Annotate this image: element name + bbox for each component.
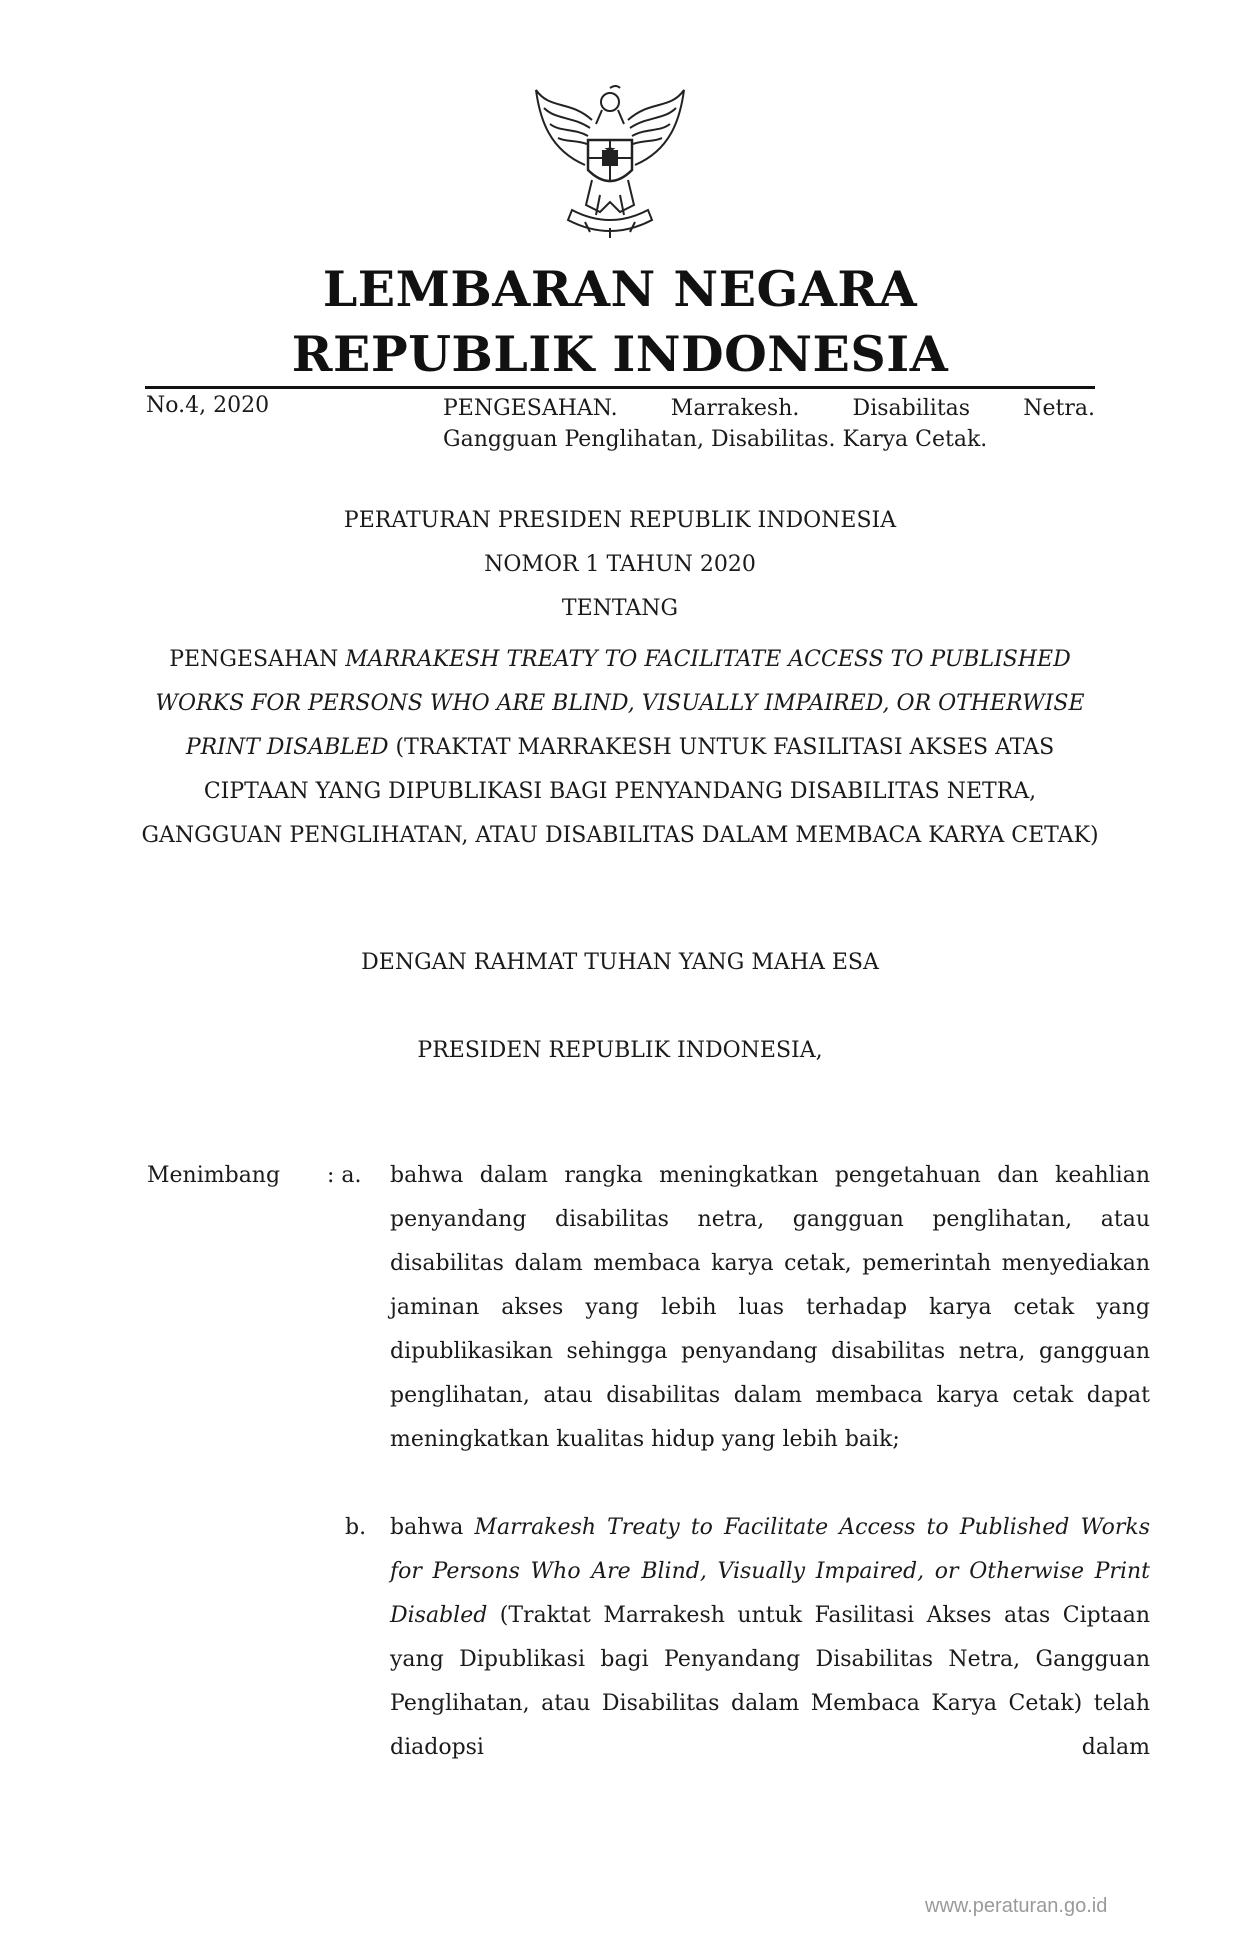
title-prefix: PENGESAHAN (169, 647, 346, 672)
item-b-rest: (Traktat Marrakesh untuk Fasilitasi Akses atas Ciptaan yang Dipublikasi bagi Penyandang Disabilitas Netra, Gangguan Penglihatan, atau Disabilitas dalam Membaca Karya Cetak) telah diadopsi dalam (390, 1603, 1150, 1760)
item-b-marker: b. (345, 1515, 367, 1540)
title-treaty-name: MARRAKESH TREATY TO FACILITATE ACCESS TO PUBLISHED WORKS FOR PERSONS WHO ARE BLIND, VISUALLY IMPAIRED, OR OTHERWISE PRINT DISABLED (155, 647, 1085, 760)
masthead-divider (145, 386, 1095, 389)
regulation-type: PERATURAN PRESIDEN REPUBLIK INDONESIA (343, 508, 897, 533)
item-b-prefix: bahwa (390, 1515, 475, 1540)
masthead-line-2: REPUBLIK INDONESIA (291, 325, 949, 383)
considering-label: Menimbang (147, 1163, 281, 1188)
considering-item-a: bahwa dalam rangka meningkatkan pengetahuan dan keahlian penyandang disabilitas netra, gangguan penglihatan, atau disabilitas dalam membaca karya cetak, pemerintah menyediakan jaminan akses yang lebih luas terhadap karya cetak yang dipublikasikan sehingga penyandang disabilitas netra, gangguan penglihatan, atau disabilitas dalam membaca karya cetak dapat meningkatkan kualitas hidup yang lebih baik; (390, 1163, 1150, 1452)
item-a-marker: : a. (327, 1163, 362, 1188)
keywords-line-1: PENGESAHAN. Marrakesh. Disabilitas Netra. (443, 396, 1095, 421)
considering-item-b (390, 1506, 1150, 1770)
regulation-title (140, 638, 1100, 858)
keywords-line-2: Gangguan Penglihatan, Disabilitas. Karya Cetak. (443, 427, 988, 452)
regulation-number: NOMOR 1 TAHUN 2020 (484, 552, 756, 577)
garuda-emblem-icon (530, 80, 690, 245)
title-translation: (TRAKTAT MARRAKESH UNTUK FASILITASI AKSES ATAS CIPTAAN YANG DIPUBLIKASI BAGI PENYANDANG DISABILITAS NETRA, GANGGUAN PENGLIHATAN, ATAU DISABILITAS DALAM MEMBACA KARYA CETAK) (141, 735, 1099, 848)
issuer: PRESIDEN REPUBLIK INDONESIA, (417, 1038, 823, 1063)
gazette-keywords (443, 393, 1095, 455)
item-b-treaty-name: Marrakesh Treaty to Facilitate Access to Published Works for Persons Who Are Blind, Visually Impaired, or Otherwise Print Disabled (390, 1515, 1150, 1628)
gazette-number: No.4, 2020 (146, 393, 270, 418)
source-watermark: www.peraturan.go.id (925, 1895, 1108, 1917)
regulation-about: TENTANG (561, 596, 679, 621)
invocation: DENGAN RAHMAT TUHAN YANG MAHA ESA (361, 950, 879, 975)
masthead-line-1: LEMBARAN NEGARA (322, 260, 918, 318)
